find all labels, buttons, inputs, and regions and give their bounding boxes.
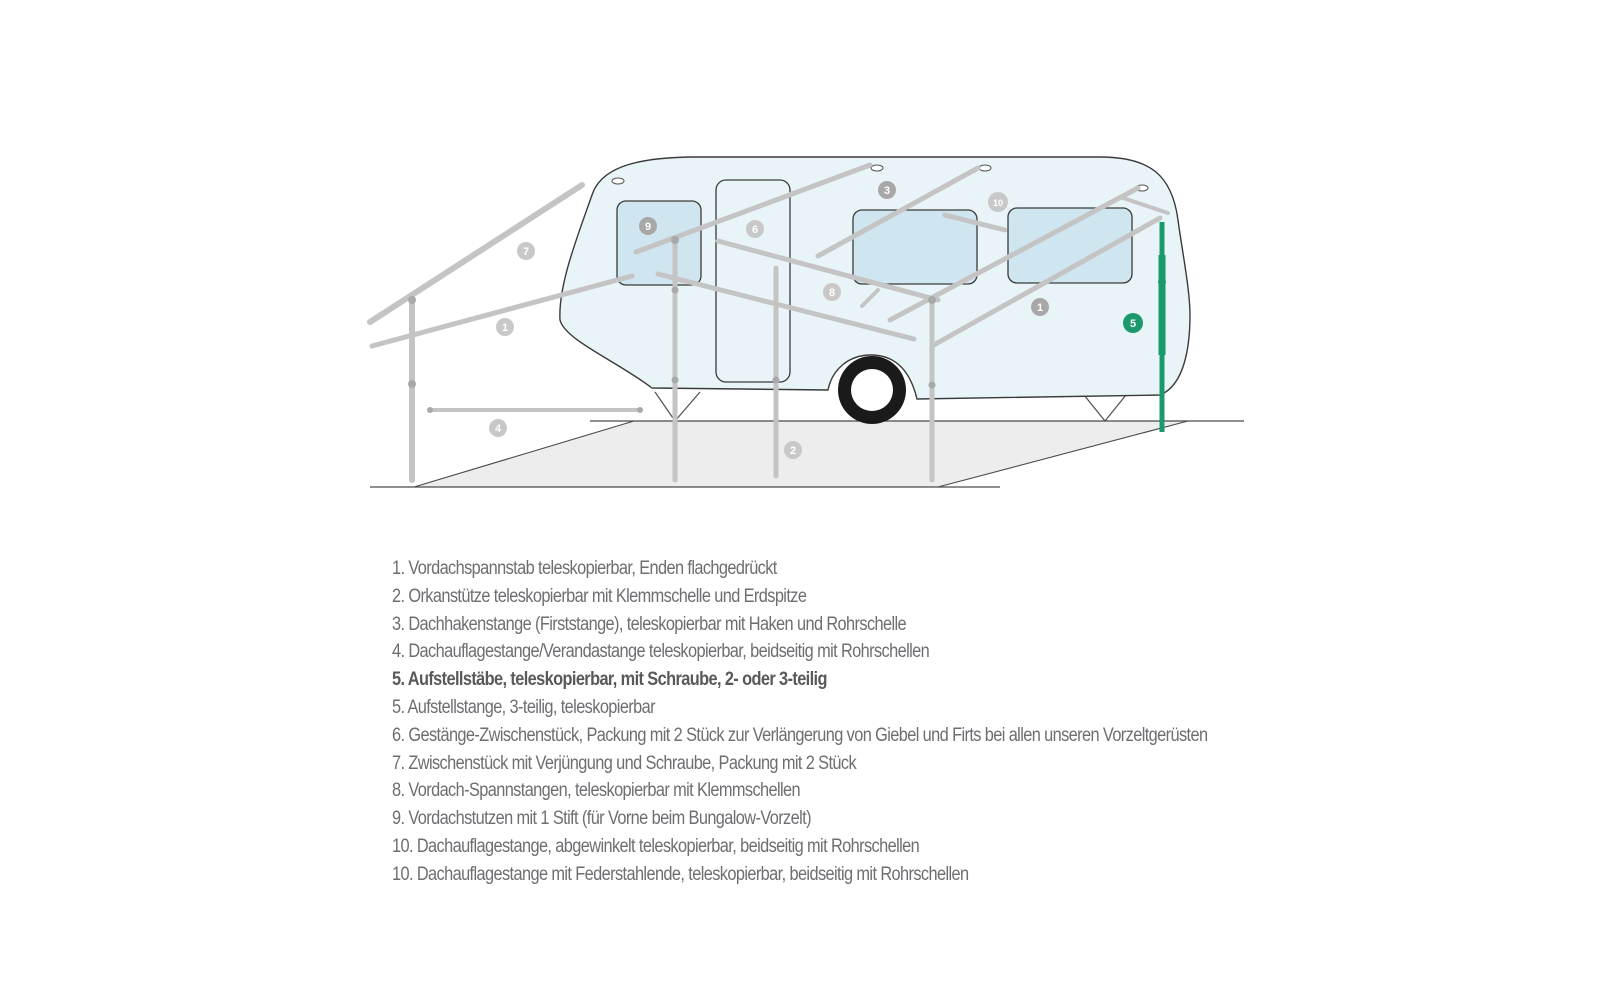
parts-legend [392,555,1392,889]
legend-item-4: 4. Dachauflagestange/Verandastange teleskopierbar, beidseitig mit Rohrschellen [392,641,930,663]
legend-item-5-highlighted: 5. Aufstellstäbe, teleskopierbar, mit Schraube, 2- oder 3-teilig [392,669,827,691]
badge-1-rear [1031,298,1049,316]
svg-text:10: 10 [992,198,1004,208]
svg-text:3: 3 [883,185,891,197]
svg-text:4: 4 [494,423,502,435]
legend-item-1: 1. Vordachspannstab teleskopierbar, Enden flachgedrückt [392,558,777,579]
badge-2 [784,441,802,459]
legend-item-2: 2. Orkanstütze teleskopierbar mit Klemmschelle und Erdspitze [392,585,807,607]
legend-item-6: 6. Gestänge-Zwischenstück, Packung mit 2 Stück zur Verlängerung von Giebel und Firts bei allen unseren Vorzeltgerüsten [392,724,1208,746]
badge-7 [517,242,535,260]
svg-text:1: 1 [1036,302,1044,314]
badge-10 [988,192,1008,212]
svg-text:9: 9 [644,221,652,233]
svg-text:5: 5 [1129,318,1137,330]
legend-item-8: 8. Vordach-Spannstangen, teleskopierbar mit Klemmschellen [392,780,801,802]
legend-item-3: 3. Dachhakenstange (Firststange), teleskopierbar mit Haken und Rohrschelle [392,613,907,635]
badge-5 [1123,313,1143,333]
svg-text:1: 1 [501,322,509,334]
legend-item-7: 7. Zwischenstück mit Verjüngung und Schraube, Packung mit 2 Stück [392,752,857,774]
badge-9 [639,217,657,235]
caravan-window-middle [853,210,977,284]
svg-text:7: 7 [522,246,530,258]
badge-8 [823,283,841,301]
badge-6 [746,220,764,238]
svg-text:8: 8 [828,287,836,299]
badge-4 [489,419,507,437]
svg-text:2: 2 [789,445,797,457]
legend-item-9: 9. Vordachstutzen mit 1 Stift (für Vorne beim Bungalow-Vorzelt) [392,808,811,830]
badge-3 [878,181,896,199]
caravan-wheel [838,356,906,424]
badge-1-front [496,318,514,336]
svg-text:6: 6 [751,224,759,236]
legend-item-10b: 10. Dachauflagestange mit Federstahlende, teleskopierbar, beidseitig mit Rohrschellen [392,863,969,885]
legend-item-10: 10. Dachauflagestange, abgewinkelt teleskopierbar, beidseitig mit Rohrschellen [392,835,920,857]
legend-item-5b: 5. Aufstellstange, 3-teilig, teleskopierbar [392,696,655,718]
